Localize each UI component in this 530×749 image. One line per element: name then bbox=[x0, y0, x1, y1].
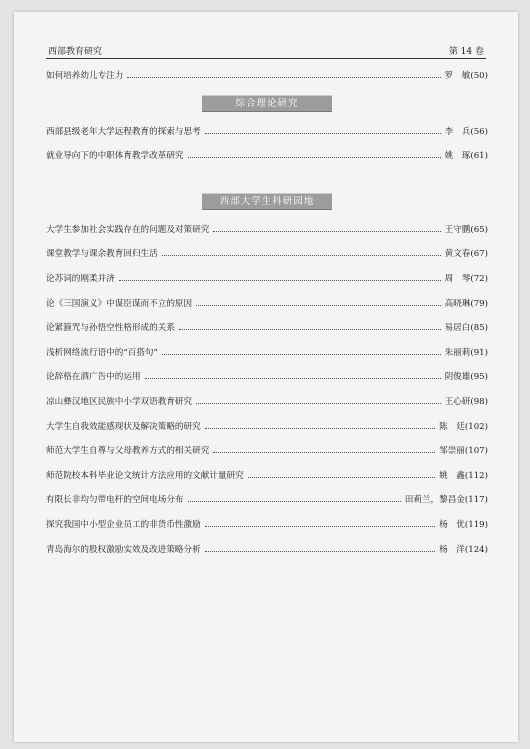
entry-title: 探究我国中小型企业员工的非货币性激励 bbox=[46, 519, 201, 530]
toc-entry[interactable] bbox=[46, 298, 488, 309]
entry-author-page: 杨 洋(124) bbox=[439, 544, 488, 555]
entry-author-page: 朱丽莉(91) bbox=[444, 347, 488, 358]
entry-author-page: 黄文春(67) bbox=[444, 249, 488, 260]
dot-leader bbox=[248, 470, 435, 478]
section-heading-student-research: 西部大学生科研园地 bbox=[202, 193, 332, 210]
dot-leader bbox=[205, 421, 435, 429]
section-heading-theory: 综合理论研究 bbox=[202, 95, 332, 112]
table-of-contents bbox=[46, 70, 488, 568]
entry-author-page: 田莉兰，黎昌金(117) bbox=[404, 495, 488, 506]
entry-author-page: 阴俊雄(95) bbox=[444, 372, 488, 383]
entry-title: 浅析网络流行语中的“百搭句” bbox=[46, 347, 158, 358]
toc-entry[interactable] bbox=[46, 371, 488, 382]
entry-title: 西部县级老年大学远程教育的探索与思考 bbox=[46, 126, 201, 137]
toc-entry[interactable] bbox=[46, 445, 488, 456]
entry-title: 凉山彝汉地区民族中小学双语教育研究 bbox=[46, 396, 193, 407]
entry-title: 论辞格在酒广告中的运用 bbox=[46, 372, 141, 383]
dot-leader bbox=[196, 396, 440, 404]
spacer bbox=[46, 175, 488, 183]
entry-title: 论《三国演义》中谋臣谋而不立的原因 bbox=[46, 298, 193, 309]
toc-entry[interactable] bbox=[46, 470, 488, 481]
dot-leader bbox=[205, 126, 441, 134]
toc-entry[interactable] bbox=[46, 347, 488, 358]
entry-title: 课堂教学与课余教育回归生活 bbox=[46, 249, 158, 260]
entry-author-page: 杨 优(119) bbox=[439, 519, 488, 530]
toc-entry[interactable] bbox=[46, 494, 488, 505]
page bbox=[14, 12, 518, 742]
journal-name: 西部教育研究 bbox=[48, 47, 103, 57]
dot-leader bbox=[196, 298, 440, 306]
dot-leader bbox=[162, 347, 441, 355]
entry-author-page: 高晓琳(79) bbox=[444, 298, 488, 309]
entry-title: 大学生自我效能感现状及解决策略的研究 bbox=[46, 421, 201, 432]
dot-leader bbox=[205, 519, 435, 527]
dot-leader bbox=[188, 494, 401, 502]
toc-entry[interactable] bbox=[46, 322, 488, 333]
entry-author-page: 姚 鑫(112) bbox=[439, 470, 488, 481]
dot-leader bbox=[188, 150, 441, 158]
entry-author-page: 王守鹏(65) bbox=[444, 224, 488, 235]
dot-leader bbox=[127, 70, 440, 78]
dot-leader bbox=[213, 445, 435, 453]
volume-number: 第 14 卷 bbox=[448, 47, 484, 57]
toc-entry[interactable] bbox=[46, 544, 488, 555]
toc-entry[interactable] bbox=[46, 273, 488, 284]
entry-author-page: 罗 敏(50) bbox=[444, 71, 488, 81]
entry-title: 就业导向下的中职体育教学改革研究 bbox=[46, 151, 184, 162]
entry-title: 有限长非均匀带电杆的空间电场分布 bbox=[46, 495, 184, 506]
entry-title: 师范大学生自尊与父母教养方式的相关研究 bbox=[46, 446, 210, 457]
toc-entry[interactable] bbox=[46, 70, 488, 81]
toc-entry[interactable] bbox=[46, 421, 488, 432]
entry-author-page: 陈 廷(102) bbox=[439, 421, 488, 432]
dot-leader bbox=[119, 273, 441, 281]
entry-author-page: 易居白(85) bbox=[444, 323, 488, 334]
entry-title: 青岛海尔的股权激励实效及改进策略分析 bbox=[46, 544, 201, 555]
entry-title: 如何培养幼儿专注力 bbox=[46, 71, 124, 81]
toc-entry[interactable] bbox=[46, 396, 488, 407]
entry-author-page: 周 琴(72) bbox=[444, 273, 488, 284]
toc-entry[interactable] bbox=[46, 150, 488, 161]
entry-author-page: 李 兵(56) bbox=[444, 126, 488, 137]
dot-leader bbox=[213, 224, 440, 232]
toc-entry[interactable] bbox=[46, 126, 488, 137]
running-header bbox=[46, 42, 486, 59]
toc-entry[interactable] bbox=[46, 248, 488, 259]
entry-title: 论苏词的刚柔并济 bbox=[46, 273, 115, 284]
entry-author-page: 王心研(98) bbox=[444, 396, 488, 407]
entry-title: 大学生参加社会实践存在的问题及对策研究 bbox=[46, 224, 210, 235]
entry-title: 师范院校本科毕业论文统计方法应用的文献计量研究 bbox=[46, 470, 244, 481]
entry-author-page: 姚 琢(61) bbox=[444, 151, 488, 162]
dot-leader bbox=[205, 544, 435, 552]
dot-leader bbox=[179, 322, 441, 330]
toc-entry[interactable] bbox=[46, 519, 488, 530]
dot-leader bbox=[162, 248, 441, 256]
dot-leader bbox=[145, 371, 441, 379]
toc-entry[interactable] bbox=[46, 224, 488, 235]
entry-author-page: 邹崇丽(107) bbox=[439, 446, 488, 457]
entry-title: 论紧箍咒与孙悟空性格形成的关系 bbox=[46, 323, 175, 334]
